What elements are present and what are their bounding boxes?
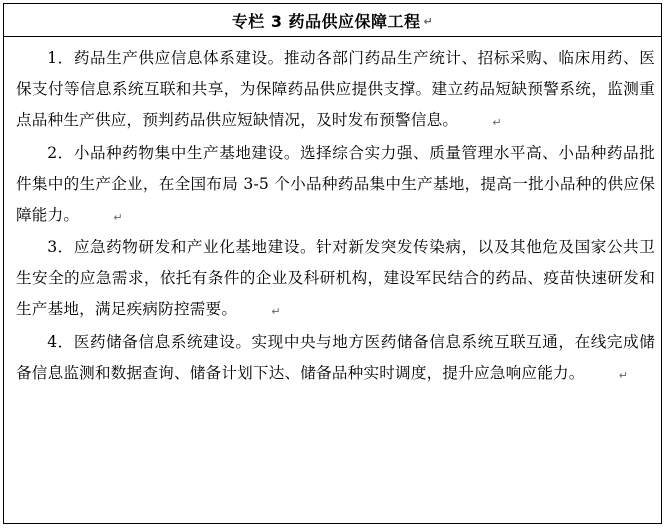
- paragraph-2: [16, 138, 655, 233]
- box-title-row: [4, 4, 661, 37]
- paragraph-4: [16, 327, 655, 391]
- paragraph-1: [16, 43, 655, 138]
- paragraph-mark-icon: ↵: [492, 115, 502, 129]
- paragraph-mark-icon: ↵: [618, 369, 629, 383]
- paragraph-3: [16, 232, 655, 327]
- paragraph-3-text: 3．应急药物研发和产业化基地建设。针对新发突发传染病，以及其他危及国家公共卫生安全的应急需求，依托有条件的企业及科研机构，建设军民结合的药品、疫苗快速研发和生产基地，满足疾病防控需要。: [16, 238, 655, 319]
- paragraph-2-text: 2．小品种药物集中生产基地建设。选择综合实力强、质量管理水平高、小品种药品批件集中的生产企业，在全国布局 3-5 个小品种药品集中生产基地，提高一批小品种的供应保障能力。: [16, 143, 655, 224]
- program-box: [3, 3, 662, 524]
- box-content: [4, 37, 661, 391]
- paragraph-mark-icon: ↵: [271, 305, 281, 319]
- paragraph-1-text: 1．药品生产供应信息体系建设。推动各部门药品生产统计、招标采购、临床用药、医保支付等信息系统互联和共享，为保障药品供应提供支撑。建立药品短缺预警系统，监测重点品种生产供应，预判药品供应短缺情况，及时发布预警信息。: [16, 49, 655, 129]
- box-title: 专栏 3 药品供应保障工程: [231, 11, 421, 31]
- paragraph-mark-icon: ↵: [113, 210, 123, 224]
- paragraph-mark-icon: ↵: [423, 14, 434, 28]
- paragraph-4-text: 4．医药储备信息系统建设。实现中央与地方医药储备信息系统互联互通，在线完成储备信息监测和数据查询、储备计划下达、储备品种实时调度，提升应急响应能力。: [16, 333, 655, 383]
